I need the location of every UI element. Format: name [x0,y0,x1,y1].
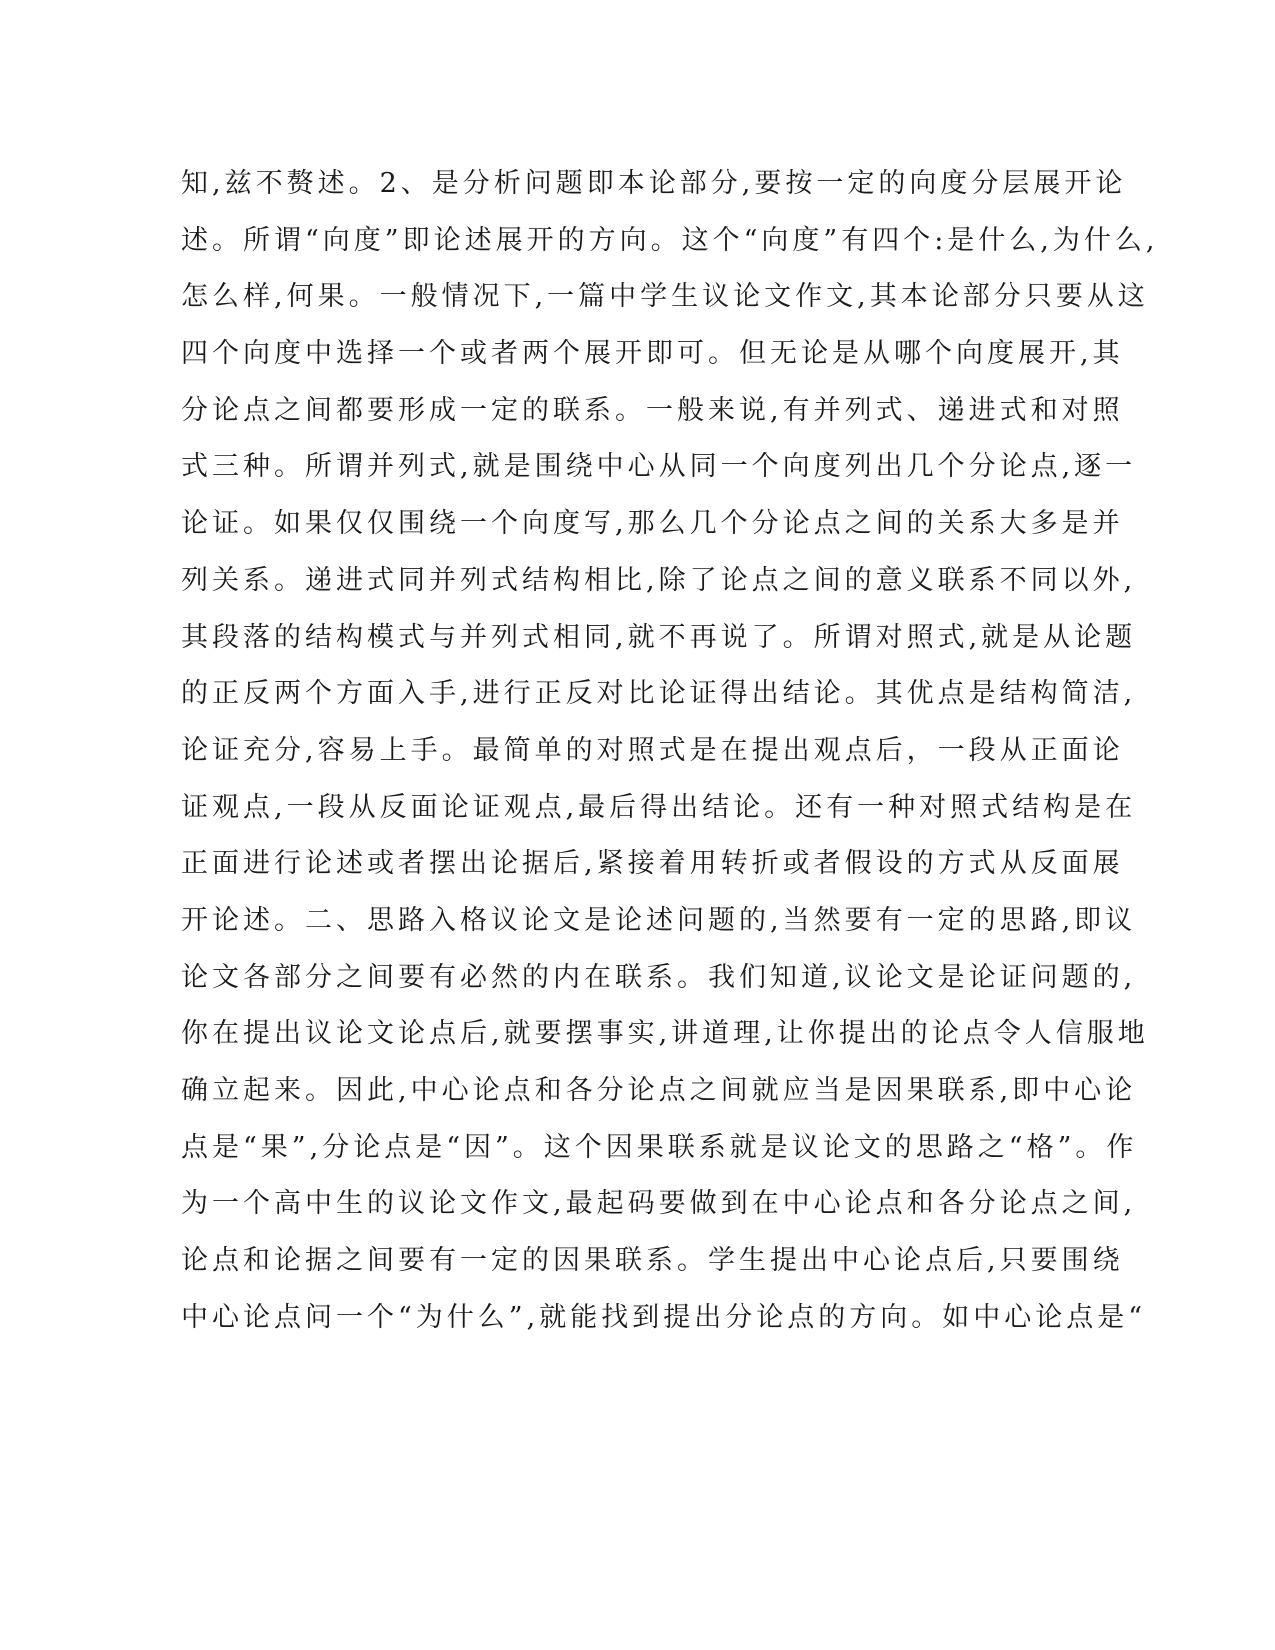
text-line: 知,兹不赘述。2、是分析问题即本论部分,要按一定的向度分层展开论 [181,168,1127,199]
text-line: 式三种。所谓并列式,就是围绕中心从同一个向度列出几个分论点,逐一 [181,451,1137,483]
text-line: 分论点之间都要形成一定的联系。一般来说,有并列式、递进式和对照 [181,394,1124,426]
text-line: 述。所谓“向度”即论述展开的方向。这个“向度”有四个:是什么,为什么, [181,224,1159,256]
text-line: 论证充分,容易上手。最简单的对照式是在提出观点后，一段从正面论 [181,734,1124,766]
text-line: 证观点,一段从反面论证观点,最后得出结论。还有一种对照式结构是在 [181,791,1137,823]
text-line: 中心论点问一个“为什么”,就能找到提出分论点的方向。如中心论点是“ [181,1301,1146,1333]
text-line: 其段落的结构模式与并列式相同,就不再说了。所谓对照式,就是从论题 [181,621,1137,653]
text-line: 确立起来。因此,中心论点和各分论点之间就应当是因果联系,即中心论 [181,1075,1137,1106]
text-line: 怎么样,何果。一般情况下,一篇中学生议论文作文,其本论部分只要从这 [181,281,1149,313]
text-line: 你在提出议论文论点后,就要摆事实,讲道理,让你提出的论点令人信服地 [181,1018,1149,1050]
text-line: 论文各部分之间要有必然的内在联系。我们知道,议论文是论证问题的, [181,961,1137,993]
text-line: 的正反两个方面入手,进行正反对比论证得出结论。其优点是结构简洁, [181,678,1137,710]
text-line: 论点和论据之间要有一定的因果联系。学生提出中心论点后,只要围绕 [181,1245,1124,1277]
text-line: 四个向度中选择一个或者两个展开即可。但无论是从哪个向度展开,其 [181,338,1124,370]
text-line: 论证。如果仅仅围绕一个向度写,那么几个分论点之间的关系大多是并 [181,508,1124,540]
text-line: 开论述。二、思路入格议论文是论述问题的,当然要有一定的思路,即议 [181,904,1137,936]
text-line: 列关系。递进式同并列式结构相比,除了论点之间的意义联系不同以外, [181,564,1137,596]
body-text [181,156,1159,1346]
text-line: 为一个高中生的议论文作文,最起码要做到在中心论点和各分论点之间, [181,1188,1137,1220]
text-line: 点是“果”,分论点是“因”。这个因果联系就是议论文的思路之“格”。作 [181,1131,1138,1163]
text-line: 正面进行论述或者摆出论据后,紧接着用转折或者假设的方式从反面展 [181,848,1124,880]
